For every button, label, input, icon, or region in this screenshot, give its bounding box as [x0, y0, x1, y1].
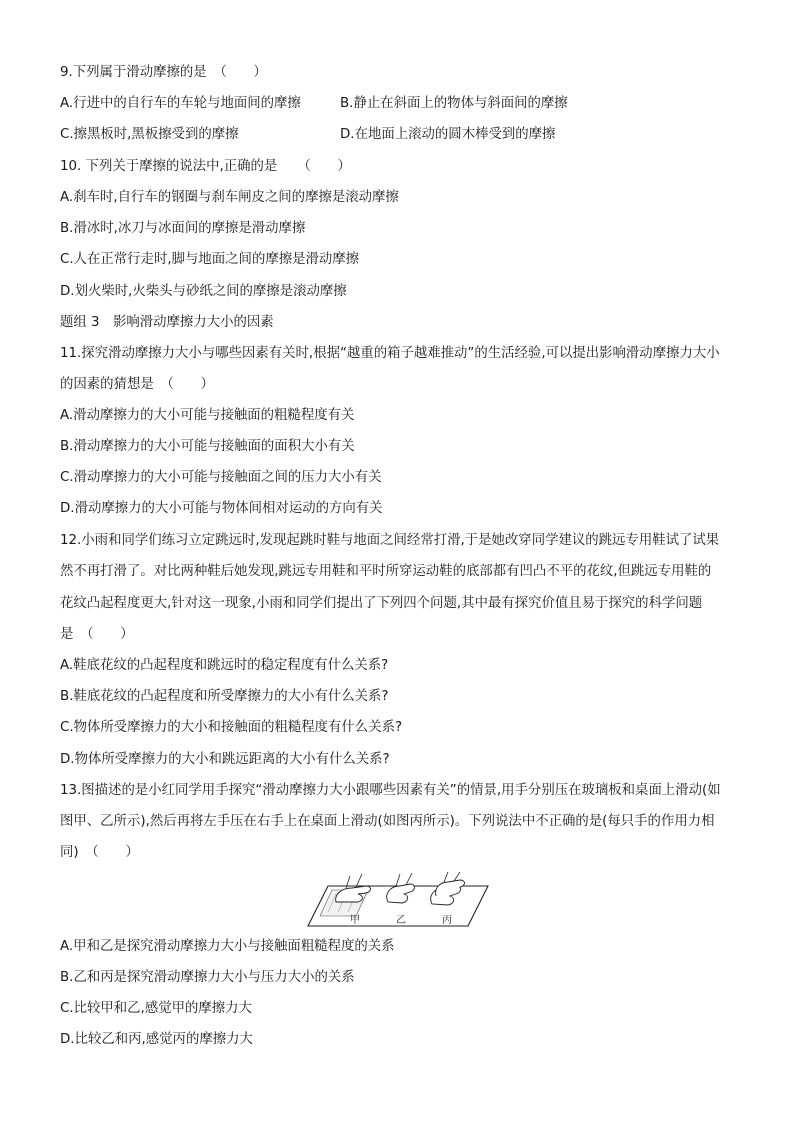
q10-option-b: B.滑冰时,冰刀与冰面间的摩擦是滑动摩擦 — [60, 221, 306, 236]
q11-option-b: B.滑动摩擦力的大小可能与接触面的面积大小有关 — [60, 439, 355, 454]
q10-option-a: A.刹车时,自行车的钢圈与刹车闸皮之间的摩擦是滚动摩擦 — [60, 190, 399, 205]
q9-option-b: B.静止在斜面上的物体与斜面间的摩擦 — [340, 96, 568, 111]
q11-option-d: D.滑动摩擦力的大小可能与物体间相对运动的方向有关 — [60, 501, 383, 516]
q11-stem-line-2: 的因素的猜想是 （ ） — [60, 377, 214, 392]
q12-option-a: A.鞋底花纹的凸起程度和跳远时的稳定程度有什么关系? — [60, 658, 389, 673]
q12-option-c: C.物体所受摩擦力的大小和接触面的粗糙程度有什么关系? — [60, 720, 403, 735]
friction-hands-figure — [306, 872, 490, 928]
q13-stem-line-2: 图甲、乙所示),然后再将左手压在右手上在桌面上滑动(如图丙所示)。下列说法中不正确的是(每只手的作用力相 — [60, 814, 715, 829]
q12-stem-line-1: 12.小雨和同学们练习立定跳远时,发现起跳时鞋与地面之间经常打滑,于是她改穿同学建议的跳远专用鞋试了试果 — [60, 533, 720, 548]
q11-stem-line-1: 11.探究滑动摩擦力大小与哪些因素有关时,根据“越重的箱子越难推动”的生活经验,可以提出影响滑动摩擦力大小 — [60, 346, 720, 361]
q11-option-c: C.滑动摩擦力的大小可能与接触面之间的压力大小有关 — [60, 470, 382, 485]
figure-label-yi: 乙 — [396, 915, 406, 926]
q12-stem-line-4: 是 （ ） — [60, 627, 134, 642]
q13-stem-line-1: 13.图描述的是小红同学用手探究“滑动摩擦力大小跟哪些因素有关”的情景,用手分别压在玻璃板和桌面上滑动(如 — [60, 783, 721, 798]
q9-stem: 9.下列属于滑动摩擦的是 （ ） — [60, 65, 267, 80]
q13-option-b: B.乙和丙是探究滑动摩擦力大小与压力大小的关系 — [60, 970, 355, 985]
q12-option-d: D.物体所受摩擦力的大小和跳远距离的大小有什么关系? — [60, 752, 390, 767]
q9-option-d: D.在地面上滚动的圆木棒受到的摩擦 — [340, 127, 556, 142]
q10-stem: 10. 下列关于摩擦的说法中,正确的是 （ ） — [60, 159, 351, 174]
q12-option-b: B.鞋底花纹的凸起程度和所受摩擦力的大小有什么关系? — [60, 689, 389, 704]
figure-label-jia: 甲 — [350, 915, 360, 926]
q12-stem-line-3: 花纹凸起程度更大,针对这一现象,小雨和同学们提出了下列四个问题,其中最有探究价值且易于探究的科学问题 — [60, 596, 703, 611]
q13-option-d: D.比较乙和丙,感觉丙的摩擦力大 — [60, 1032, 253, 1047]
friction-hands-illustration — [306, 872, 490, 928]
q11-option-a: A.滑动摩擦力的大小可能与接触面的粗糙程度有关 — [60, 408, 355, 423]
q10-option-c: C.人在正常行走时,脚与地面之间的摩擦是滑动摩擦 — [60, 252, 360, 267]
q12-stem-line-2: 然不再打滑了。对比两种鞋后她发现,跳远专用鞋和平时所穿运动鞋的底部都有凹凸不平的花纹,但跳远专用鞋的 — [60, 564, 712, 579]
q9-option-a: A.行进中的自行车的车轮与地面间的摩擦 — [60, 96, 301, 111]
q13-option-a: A.甲和乙是探究滑动摩擦力大小与接触面粗糙程度的关系 — [60, 939, 395, 954]
q13-stem-line-3: 同) （ ） — [60, 845, 139, 860]
q9-option-c: C.擦黑板时,黑板擦受到的摩擦 — [60, 127, 239, 142]
q10-option-d: D.划火柴时,火柴头与砂纸之间的摩擦是滚动摩擦 — [60, 284, 347, 299]
q13-option-c: C.比较甲和乙,感觉甲的摩擦力大 — [60, 1001, 252, 1016]
figure-label-bing: 丙 — [442, 915, 452, 926]
group-heading: 题组 3 影响滑动摩擦力大小的因素 — [60, 315, 274, 330]
